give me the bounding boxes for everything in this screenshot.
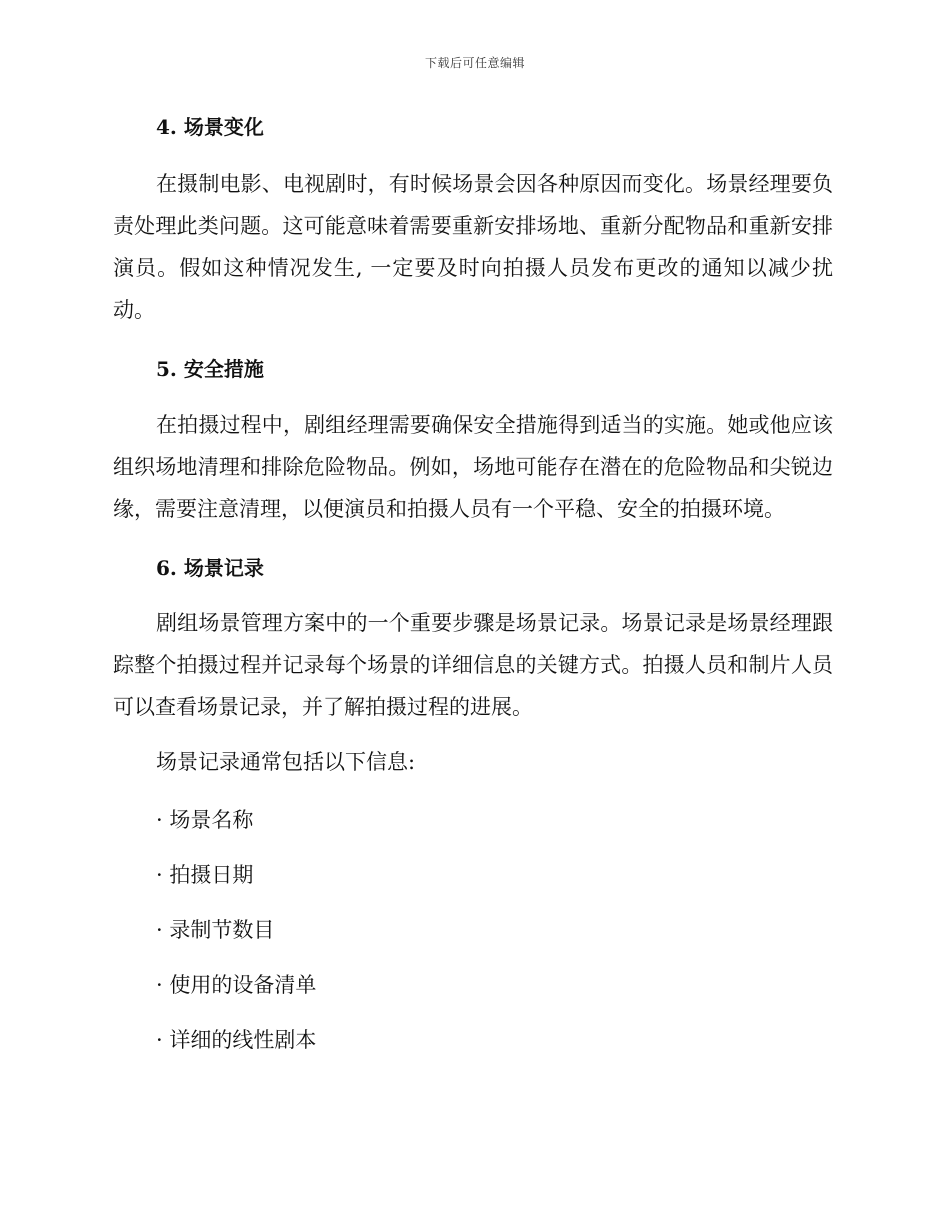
- section-heading-scene-record: 6. 场景记录: [156, 556, 264, 580]
- paragraph-safety: 在拍摄过程中，剧组经理需要确保安全措施得到适当的实施。她或他应该组织场地清理和排除危险物品。例如，场地可能存在潜在的危险物品和尖锐边缘，需要注意清理，以便演员和拍摄人员有一个平稳、安全的拍摄环境。: [113, 413, 833, 521]
- list-item: · 场景名称: [156, 808, 254, 832]
- page-header: 下载后可任意编辑: [424, 56, 525, 70]
- paragraph-scene-change: 在摄制电影、电视剧时，有时候场景会因各种原因而变化。场景经理要负责处理此类问题。这可能意味着需要重新安排场地、重新分配物品和重新安排演员。假如这种情况发生, 一定要及时向拍摄人员发布更改的通知以减少扰动。: [113, 172, 833, 322]
- list-item: · 使用的设备清单: [156, 973, 317, 997]
- document-body: [113, 112, 833, 1055]
- scene-record-list: [113, 805, 833, 1055]
- list-item: · 拍摄日期: [156, 863, 254, 887]
- paragraph-scene-record: 剧组场景管理方案中的一个重要步骤是场景记录。场景记录是场景经理跟踪整个拍摄过程并记录每个场景的详细信息的关键方式。拍摄人员和制片人员可以查看场景记录，并了解拍摄过程的进展。: [113, 611, 833, 719]
- section-heading-safety: 5. 安全措施: [156, 357, 264, 381]
- paragraph-scene-record-intro: 场景记录通常包括以下信息:: [156, 750, 416, 774]
- section-heading-scene-change: 4. 场景变化: [156, 115, 264, 139]
- list-item: · 详细的线性剧本: [156, 1028, 317, 1052]
- list-item: · 录制节数目: [156, 918, 275, 942]
